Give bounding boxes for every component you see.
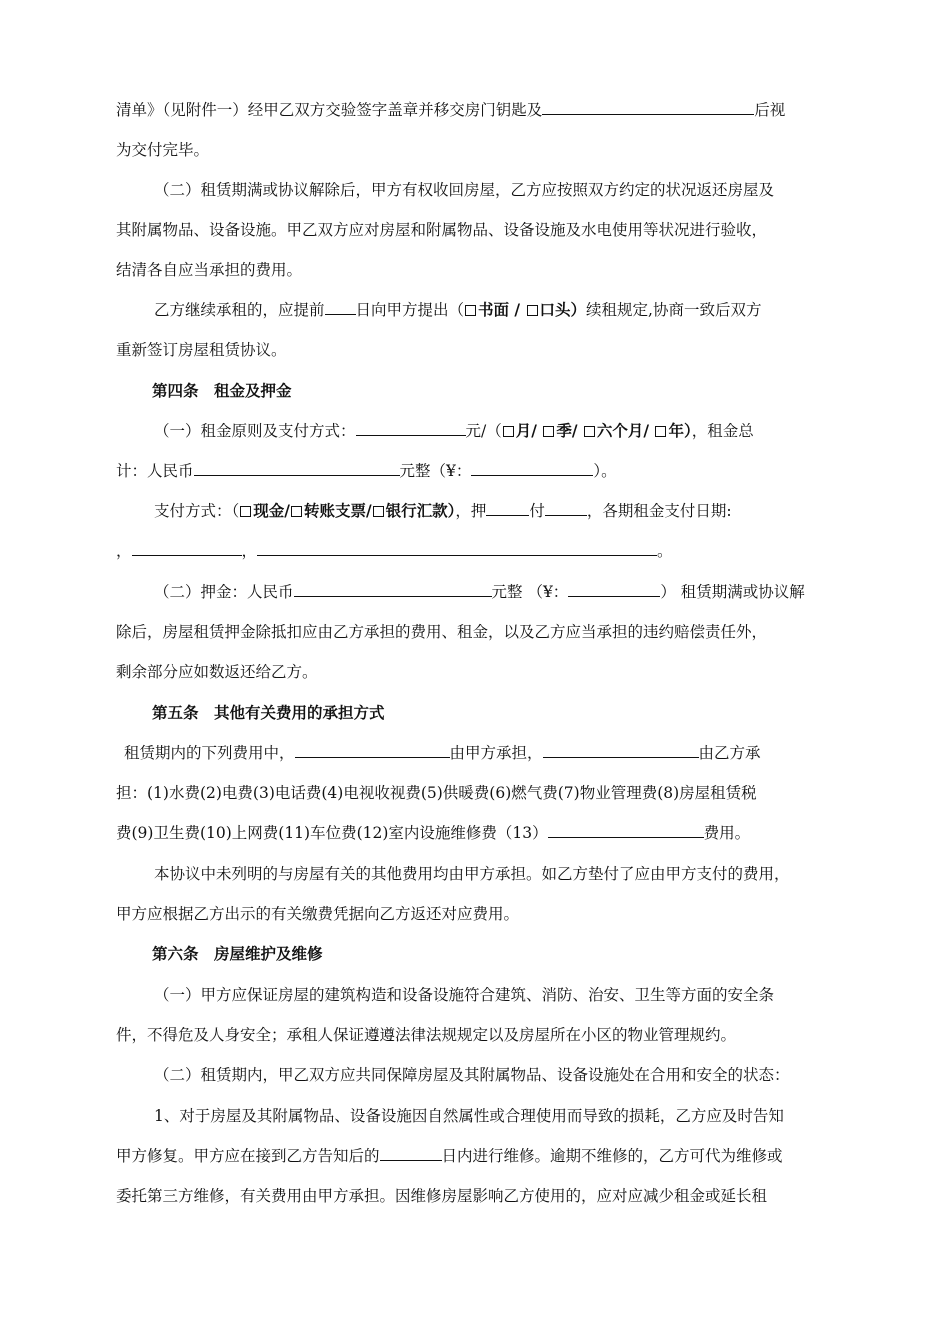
paragraph-line xyxy=(116,540,673,562)
fill-blank[interactable] xyxy=(542,99,754,115)
text: 口头） xyxy=(539,300,587,319)
paragraph-line: 本协议中未列明的与房屋有关的其他费用均由甲方承担。如乙方垫付了应由甲方支付的费用， xyxy=(154,865,790,883)
text: 费(9)卫生费(10)上网费(11)车位费(12)室内设施维修费（13） xyxy=(116,824,548,842)
text: 元整（¥： xyxy=(399,462,472,480)
paragraph-line: 为交付完毕。 xyxy=(116,141,210,159)
checkbox-icon[interactable] xyxy=(291,506,302,517)
text: 元整 （¥： xyxy=(491,583,569,601)
checkbox-icon[interactable] xyxy=(527,305,538,316)
text: 转账支票/ xyxy=(303,501,372,520)
text: ，租金总 xyxy=(691,422,754,440)
paragraph-line xyxy=(116,822,750,844)
checkbox-icon[interactable] xyxy=(543,426,554,437)
text: 支付方式：（ xyxy=(154,502,240,520)
paragraph-line xyxy=(154,299,761,321)
fill-blank[interactable] xyxy=(356,420,466,436)
text: 清单》（见附件一）经甲乙双方交验签字盖章并移交房门钥匙及 xyxy=(116,101,543,119)
text: 甲方修复。甲方应在接到乙方告知后的 xyxy=(116,1147,380,1165)
text: 月/ xyxy=(515,421,543,440)
text: 由乙方承 xyxy=(698,744,761,762)
paragraph-line: 1、对于房屋及其附属物品、设备设施因自然属性或合理使用而导致的损耗，乙方应及时告知 xyxy=(154,1107,784,1125)
fill-blank[interactable] xyxy=(257,540,657,556)
fill-blank[interactable] xyxy=(471,460,593,476)
paragraph-line xyxy=(154,581,805,603)
text: 费用。 xyxy=(703,824,751,842)
fill-blank[interactable] xyxy=(295,742,450,758)
paragraph-line xyxy=(124,742,761,764)
checkbox-icon[interactable] xyxy=(465,305,476,316)
section-heading: 第五条 其他有关费用的承担方式 xyxy=(152,703,385,722)
paragraph-line: 件，不得危及人身安全；承租人保证遵遵法律法规规定以及房屋所在小区的物业管理规约。 xyxy=(116,1026,737,1044)
paragraph-line: （二）租赁期满或协议解除后，甲方有权收回房屋，乙方应按照双方约定的状况返还房屋及 xyxy=(154,181,775,199)
text: 六个月/ xyxy=(596,421,655,440)
text: 日向甲方提出（ xyxy=(355,301,465,319)
fill-blank[interactable] xyxy=(194,460,400,476)
checkbox-icon[interactable] xyxy=(655,426,666,437)
text: 后视 xyxy=(754,101,786,119)
paragraph-line: 剩余部分应如数返还给乙方。 xyxy=(116,663,318,681)
section-heading: 第四条 租金及押金 xyxy=(152,381,292,400)
checkbox-icon[interactable] xyxy=(584,426,595,437)
paragraph-line xyxy=(116,1145,783,1167)
fill-blank[interactable] xyxy=(568,581,660,597)
text: 年） xyxy=(668,421,692,440)
text: 付 xyxy=(529,502,545,520)
text: ，押 xyxy=(455,502,487,520)
paragraph-line: （二）租赁期内，甲乙双方应共同保障房屋及其附属物品、设备设施处在合用和安全的状态： xyxy=(154,1066,790,1084)
fill-blank[interactable] xyxy=(380,1145,442,1161)
text: 计：人民币 xyxy=(116,462,194,480)
text: 日内进行维修。逾期不维修的，乙方可代为维修或 xyxy=(441,1147,783,1165)
fill-blank[interactable] xyxy=(132,540,242,556)
text: 元/（ xyxy=(465,422,502,440)
paragraph-line: 其附属物品、设备设施。甲乙双方应对房屋和附属物品、设备设施及水电使用等状况进行验收， xyxy=(116,221,768,239)
text: 现金/ xyxy=(253,501,290,520)
checkbox-icon[interactable] xyxy=(240,506,251,517)
paragraph-line xyxy=(116,99,785,121)
text: ）。 xyxy=(593,462,617,480)
text: 书面 / xyxy=(478,300,526,319)
text: 续租规定,协商一致后双方 xyxy=(586,301,762,319)
checkbox-icon[interactable] xyxy=(373,506,384,517)
paragraph-line xyxy=(116,460,617,482)
text: 银行汇款） xyxy=(385,501,456,520)
paragraph-line: 除后，房屋租赁押金除抵扣应由乙方承担的费用、租金，以及乙方应当承担的违约赔偿责任外， xyxy=(116,623,768,641)
paragraph-line xyxy=(154,420,754,442)
text: （二）押金：人民币 xyxy=(154,583,294,601)
paragraph-line: 甲方应根据乙方出示的有关缴费凭据向乙方返还对应费用。 xyxy=(116,905,520,923)
checkbox-icon[interactable] xyxy=(503,426,514,437)
paragraph-line: 担：(1)水费(2)电费(3)电话费(4)电视收视费(5)供暖费(6)燃气费(7)物业管理费(8)房屋租赁税 xyxy=(116,784,757,802)
text: 租赁期内的下列费用中， xyxy=(124,744,295,762)
fill-blank[interactable] xyxy=(543,742,699,758)
text: （一）租金原则及支付方式： xyxy=(154,422,356,440)
text: 由甲方承担， xyxy=(449,744,543,762)
fill-blank[interactable] xyxy=(325,299,356,315)
text: 乙方继续承租的，应提前 xyxy=(154,301,325,319)
paragraph-line: 委托第三方维修，有关费用由甲方承担。因维修房屋影响乙方使用的，应对应减少租金或延长租 xyxy=(116,1187,768,1205)
paragraph-line: 重新签订房屋租赁协议。 xyxy=(116,341,287,359)
fill-blank[interactable] xyxy=(486,500,529,516)
text: 。 xyxy=(657,542,673,560)
text: ， xyxy=(241,542,258,560)
fill-blank[interactable] xyxy=(294,581,492,597)
text: 季/ xyxy=(556,421,583,440)
text: ） 租赁期满或协议解 xyxy=(660,583,805,601)
text: ， xyxy=(116,542,132,560)
paragraph-line: 结清各自应当承担的费用。 xyxy=(116,261,303,279)
paragraph-line xyxy=(154,500,732,522)
fill-blank[interactable] xyxy=(548,822,704,838)
fill-blank[interactable] xyxy=(545,500,587,516)
paragraph-line: （一）甲方应保证房屋的建筑构造和设备设施符合建筑、消防、治安、卫生等方面的安全条 xyxy=(154,986,775,1004)
text: ，各期租金支付日期: xyxy=(586,502,732,520)
section-heading: 第六条 房屋维护及维修 xyxy=(152,944,323,963)
